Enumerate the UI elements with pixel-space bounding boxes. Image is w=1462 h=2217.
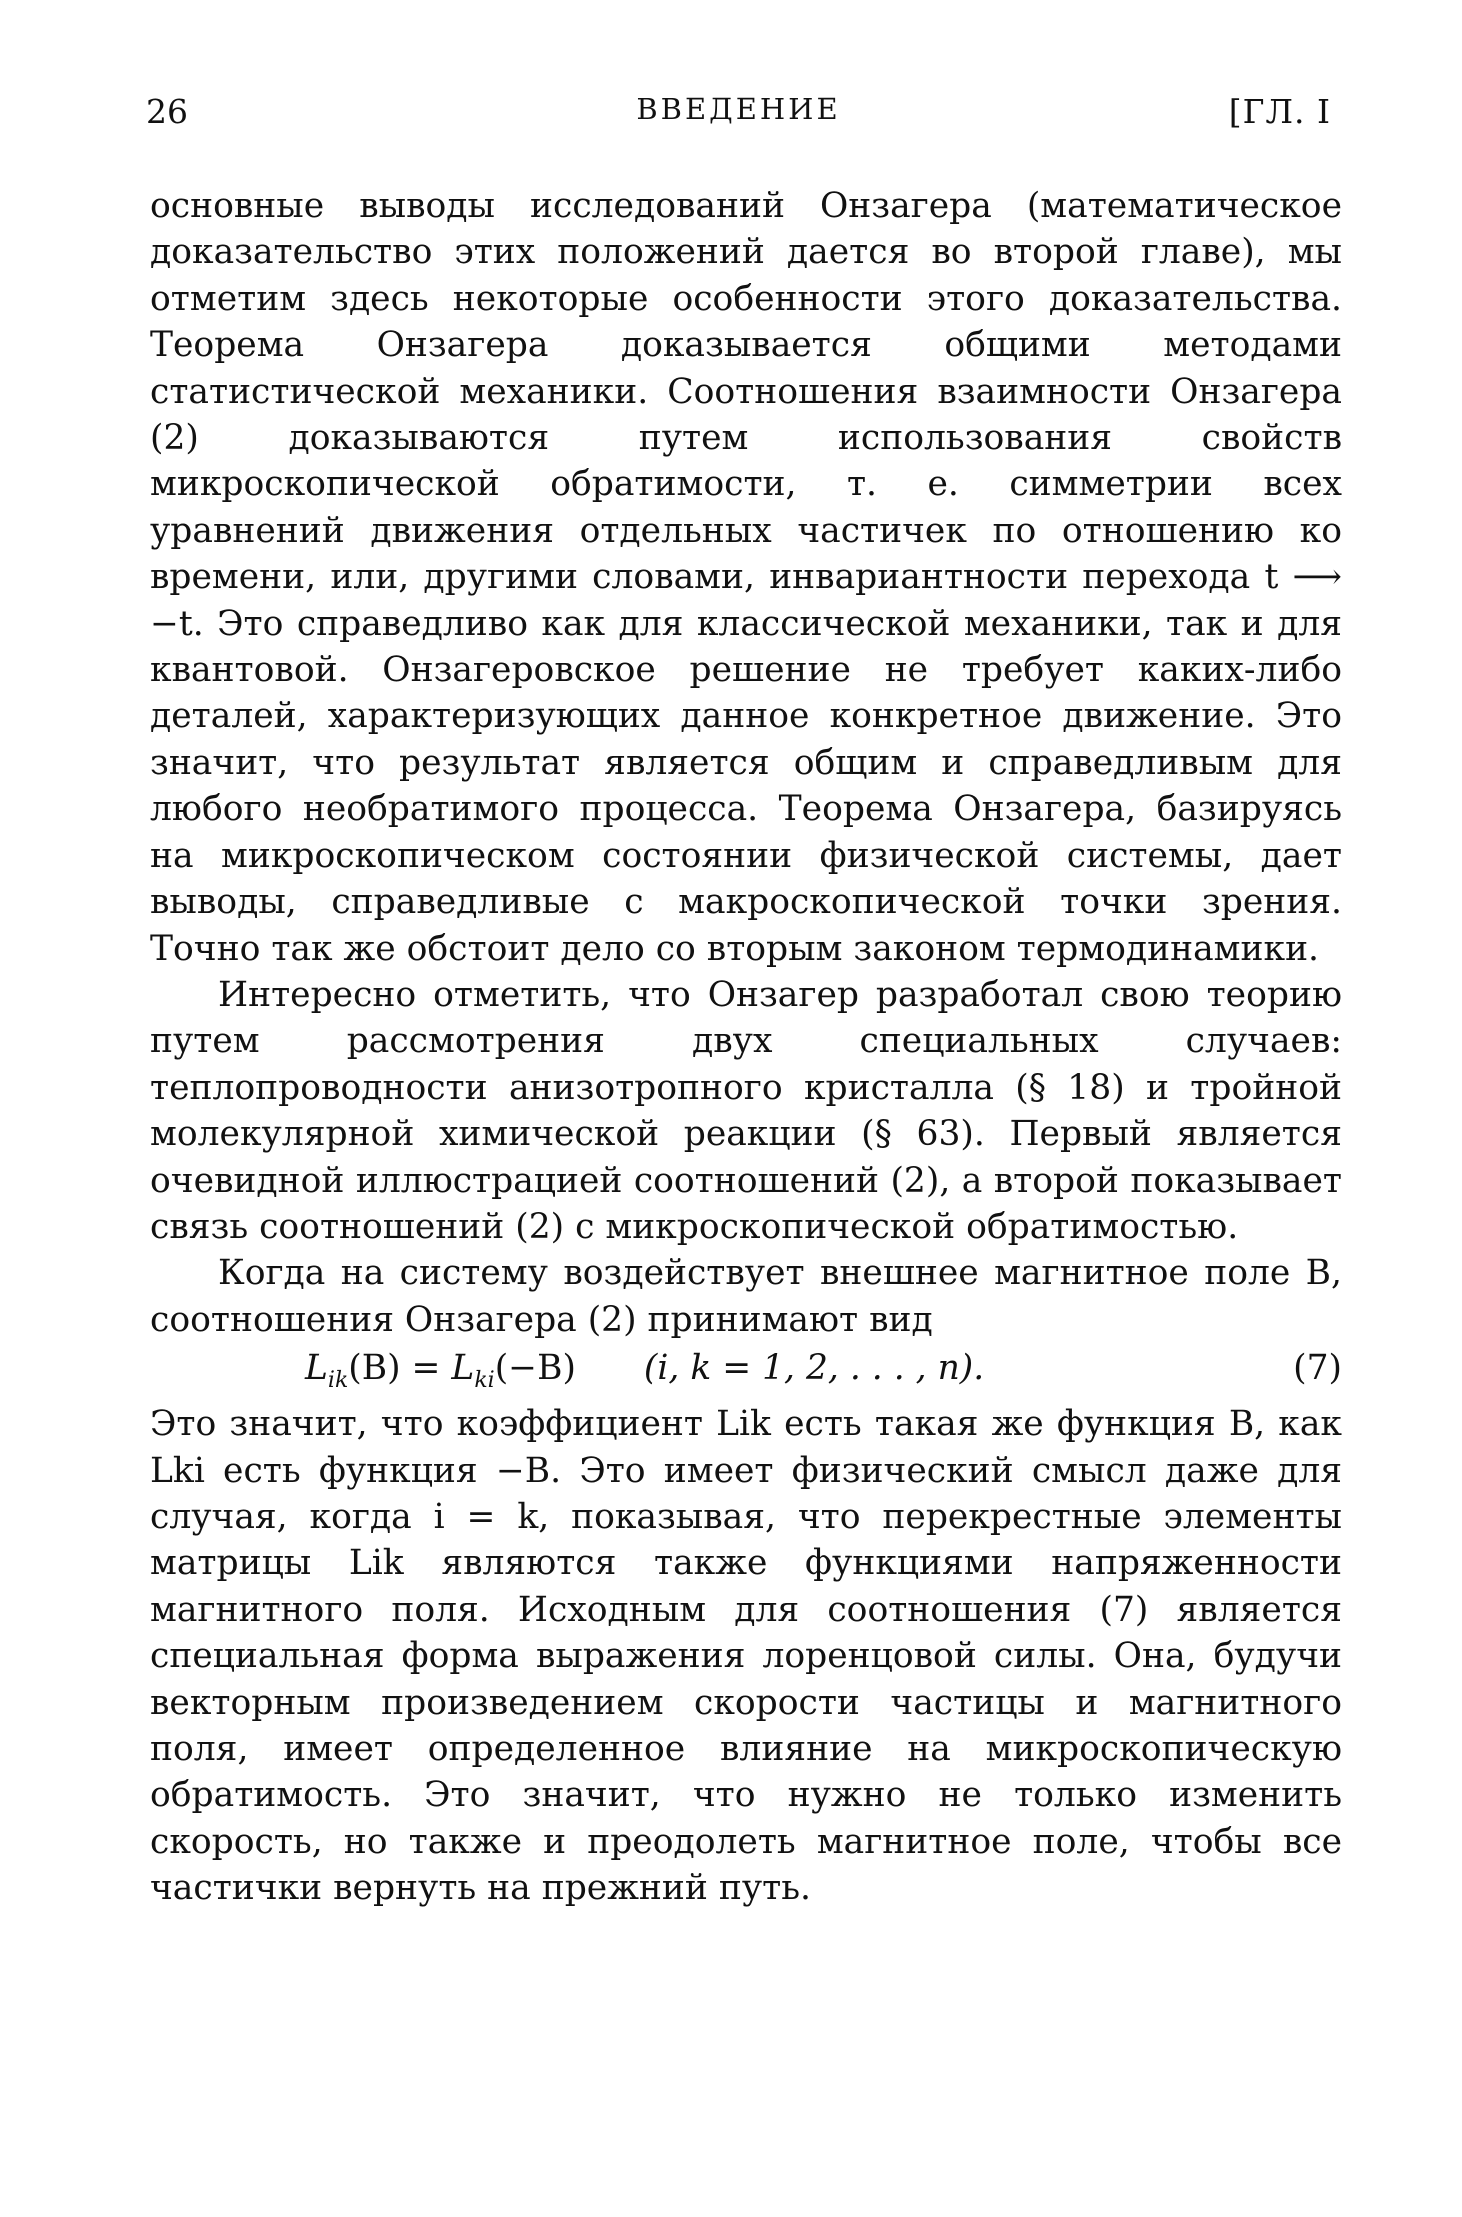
chapter-marker: [ГЛ. I [1228,92,1331,131]
equation-7 [150,1345,1342,1397]
lhs-argument: (B) [348,1348,401,1389]
running-title: ВВЕДЕНИЕ [636,92,841,126]
lhs-symbol: L [305,1348,328,1389]
page-header [146,92,1331,142]
paragraph-2: Интересно отметить, что Онзагер разработал свою теорию путем рассмотрения двух специальных случаев: теплопроводности анизотропного кристалла (§ 18) и тройной молекулярной химической реакции (§ 63). Первый является очевидной иллюстрацией соотношений (2), а второй показывает связь соотношений (2) с микроскопической обратимостью. [150,974,1342,1247]
lhs-subscript: ik [327,1368,349,1394]
paragraph-1: основные выводы исследований Онзагера (математическое доказательство этих положений дается во второй главе), мы отметим здесь некоторые особенности этого доказательства. Теорема Онзагера доказывается общими методами статистической механики. Соотношения взаимности Онзагера (2) доказываются путем использования свойств микроскопической обратимости, т. е. симметрии всех уравнений движения отдельных частичек по отношению ко времени, или, другими словами, инвариантности перехода t ⟶ −t. Это справедливо как для классической механики, так и для квантовой. Онзагеровское решение не требует каких-либо деталей, характеризующих данное конкретное движение. Это значит, что результат является общим и справедливым для любого необратимого процесса. Теорема Онзагера, базируясь на микроскопическом состоянии физической системы, дает выводы, справедливые с макроскопической точки зрения. Точно так же обстоит дело со вторым законом термодинамики. [150,186,1342,969]
rhs-subscript: ki [474,1368,495,1394]
equation-body [305,1345,984,1404]
rhs-symbol: L [451,1348,475,1389]
main-text [150,183,1342,1912]
equation-number: (7) [1293,1348,1342,1389]
index-condition: (i, k = 1, 2, . . . , n). [643,1348,985,1389]
rhs-argument: (−B) [494,1348,576,1389]
page-number: 26 [146,92,188,131]
equals-sign: = [400,1348,452,1389]
paragraph-3: Когда на систему воздействует внешнее магнитное поле B, соотношения Онзагера (2) принимают вид [150,1253,1342,1340]
paragraph-4: Это значит, что коэффициент Lik есть такая же функция B, как Lki есть функция −B. Это имеет физический смысл даже для случая, когда i = k, показывая, что перекрестные элементы матрицы Lik являются также функциями напряженности магнитного поля. Исходным для соотношения (7) является специальная форма выражения лоренцовой силы. Она, будучи векторным произведением скорости частицы и магнитного поля, имеет определенное влияние на микроскопическую обратимость. Это значит, что нужно не только изменить скорость, но также и преодолеть магнитное поле, чтобы все частички вернуть на прежний путь. [150,1404,1342,1909]
